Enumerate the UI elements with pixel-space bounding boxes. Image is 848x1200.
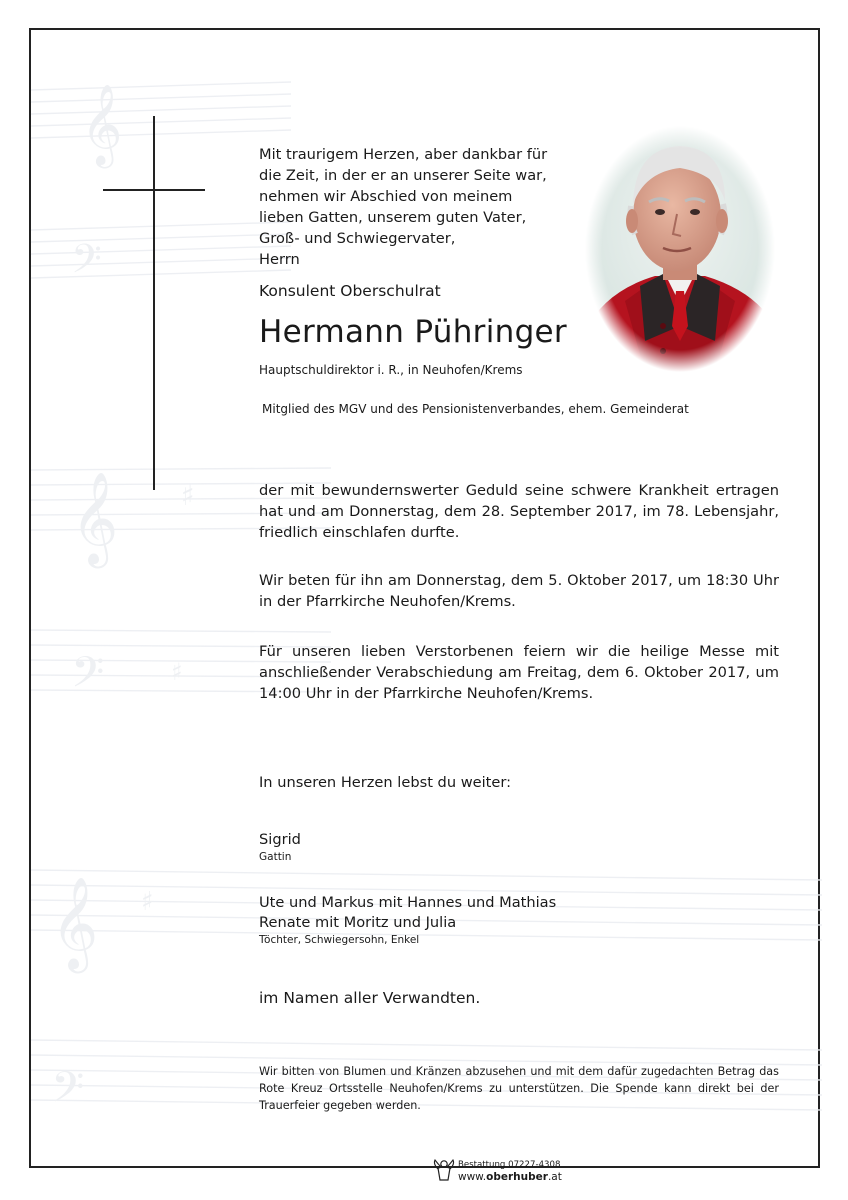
cross-vertical-bar xyxy=(153,116,155,490)
sharp-icon: ♯ xyxy=(181,479,195,512)
website-brand: oberhuber xyxy=(486,1171,548,1183)
mourner-name: Ute und Markus mit Hannes und Mathias xyxy=(259,894,557,911)
bass-clef-icon: 𝄢 xyxy=(51,1063,85,1123)
intro-line: nehmen wir Abschied von meinem xyxy=(259,188,513,205)
company-name: Bestattung xyxy=(458,1160,506,1170)
honorary-title: Konsulent Oberschulrat xyxy=(259,282,441,300)
cross-horizontal-bar xyxy=(103,189,205,191)
deceased-membership: Mitglied des MGV und des Pensionistenverbandes, ehem. Gemeinderat xyxy=(262,402,689,416)
obituary-card xyxy=(29,28,820,1183)
company-phone: 07227-4308 xyxy=(508,1160,561,1170)
passing-paragraph: der mit bewundernswerter Geduld seine schwere Krankheit ertragen hat und am Donnerstag, dem 28. September 2017, im 78. Lebensjahr, friedlich einschlafen durfte. xyxy=(259,482,779,541)
prayer-paragraph: Wir beten für ihn am Donnerstag, dem 5. Oktober 2017, um 18:30 Uhr in der Pfarrkirche Neuhofen/Krems. xyxy=(259,572,779,610)
intro-line: Groß- und Schwiegervater, xyxy=(259,230,456,247)
website-prefix: www. xyxy=(458,1171,487,1183)
donation-request: Wir bitten von Blumen und Kränzen abzusehen und mit dem dafür zugedachten Betrag das Rote Kreuz Ortsstelle Neuhofen/Krems zu unterstützen. Die Spende kann direkt bei der Trauerfeier gegeben werden. xyxy=(259,1065,779,1112)
sharp-icon: ♯ xyxy=(141,887,154,917)
treble-clef-icon: 𝄞 xyxy=(81,83,123,165)
intro-text xyxy=(259,144,559,270)
deceased-profession: Hauptschuldirektor i. R., in Neuhofen/Krems xyxy=(259,363,523,377)
treble-clef-icon: 𝄞 xyxy=(71,471,119,564)
sharp-icon: ♯ xyxy=(171,658,183,686)
portrait-photo xyxy=(585,126,775,372)
deceased-name: Hermann Pühringer xyxy=(259,314,567,350)
intro-line: lieben Gatten, unserem guten Vater, xyxy=(259,209,527,226)
mass-paragraph: Für unseren lieben Verstorbenen feiern wir die heilige Messe mit anschließender Verabschiedung am Freitag, dem 6. Oktober 2017, um 14:00 Uhr in der Pfarrkirche Neuhofen/Krems. xyxy=(259,643,779,702)
treble-clef-icon: 𝄞 xyxy=(51,876,99,969)
remembrance-line: In unseren Herzen lebst du weiter: xyxy=(259,774,512,791)
company-website[interactable] xyxy=(458,1171,562,1183)
mourner-group xyxy=(259,893,556,947)
mourner-role: Töchter, Schwiegersohn, Enkel xyxy=(259,934,420,946)
angel-logo-icon xyxy=(433,1158,455,1182)
mourner-group xyxy=(259,830,301,864)
bass-clef-icon: 𝄢 xyxy=(71,236,102,292)
music-staff xyxy=(31,82,291,278)
company-phone-line xyxy=(458,1160,560,1170)
intro-line: die Zeit, in der er an unserer Seite war, xyxy=(259,167,547,184)
bass-clef-icon: 𝄢 xyxy=(71,648,105,708)
family-line: im Namen aller Verwandten. xyxy=(259,989,481,1007)
mourner-name: Sigrid xyxy=(259,831,301,848)
website-suffix: .at xyxy=(547,1171,562,1183)
mourner-name: Renate mit Moritz und Julia xyxy=(259,914,457,931)
mourner-role: Gattin xyxy=(259,851,292,863)
intro-line: Herrn xyxy=(259,251,300,268)
intro-line: Mit traurigem Herzen, aber dankbar für xyxy=(259,146,548,163)
